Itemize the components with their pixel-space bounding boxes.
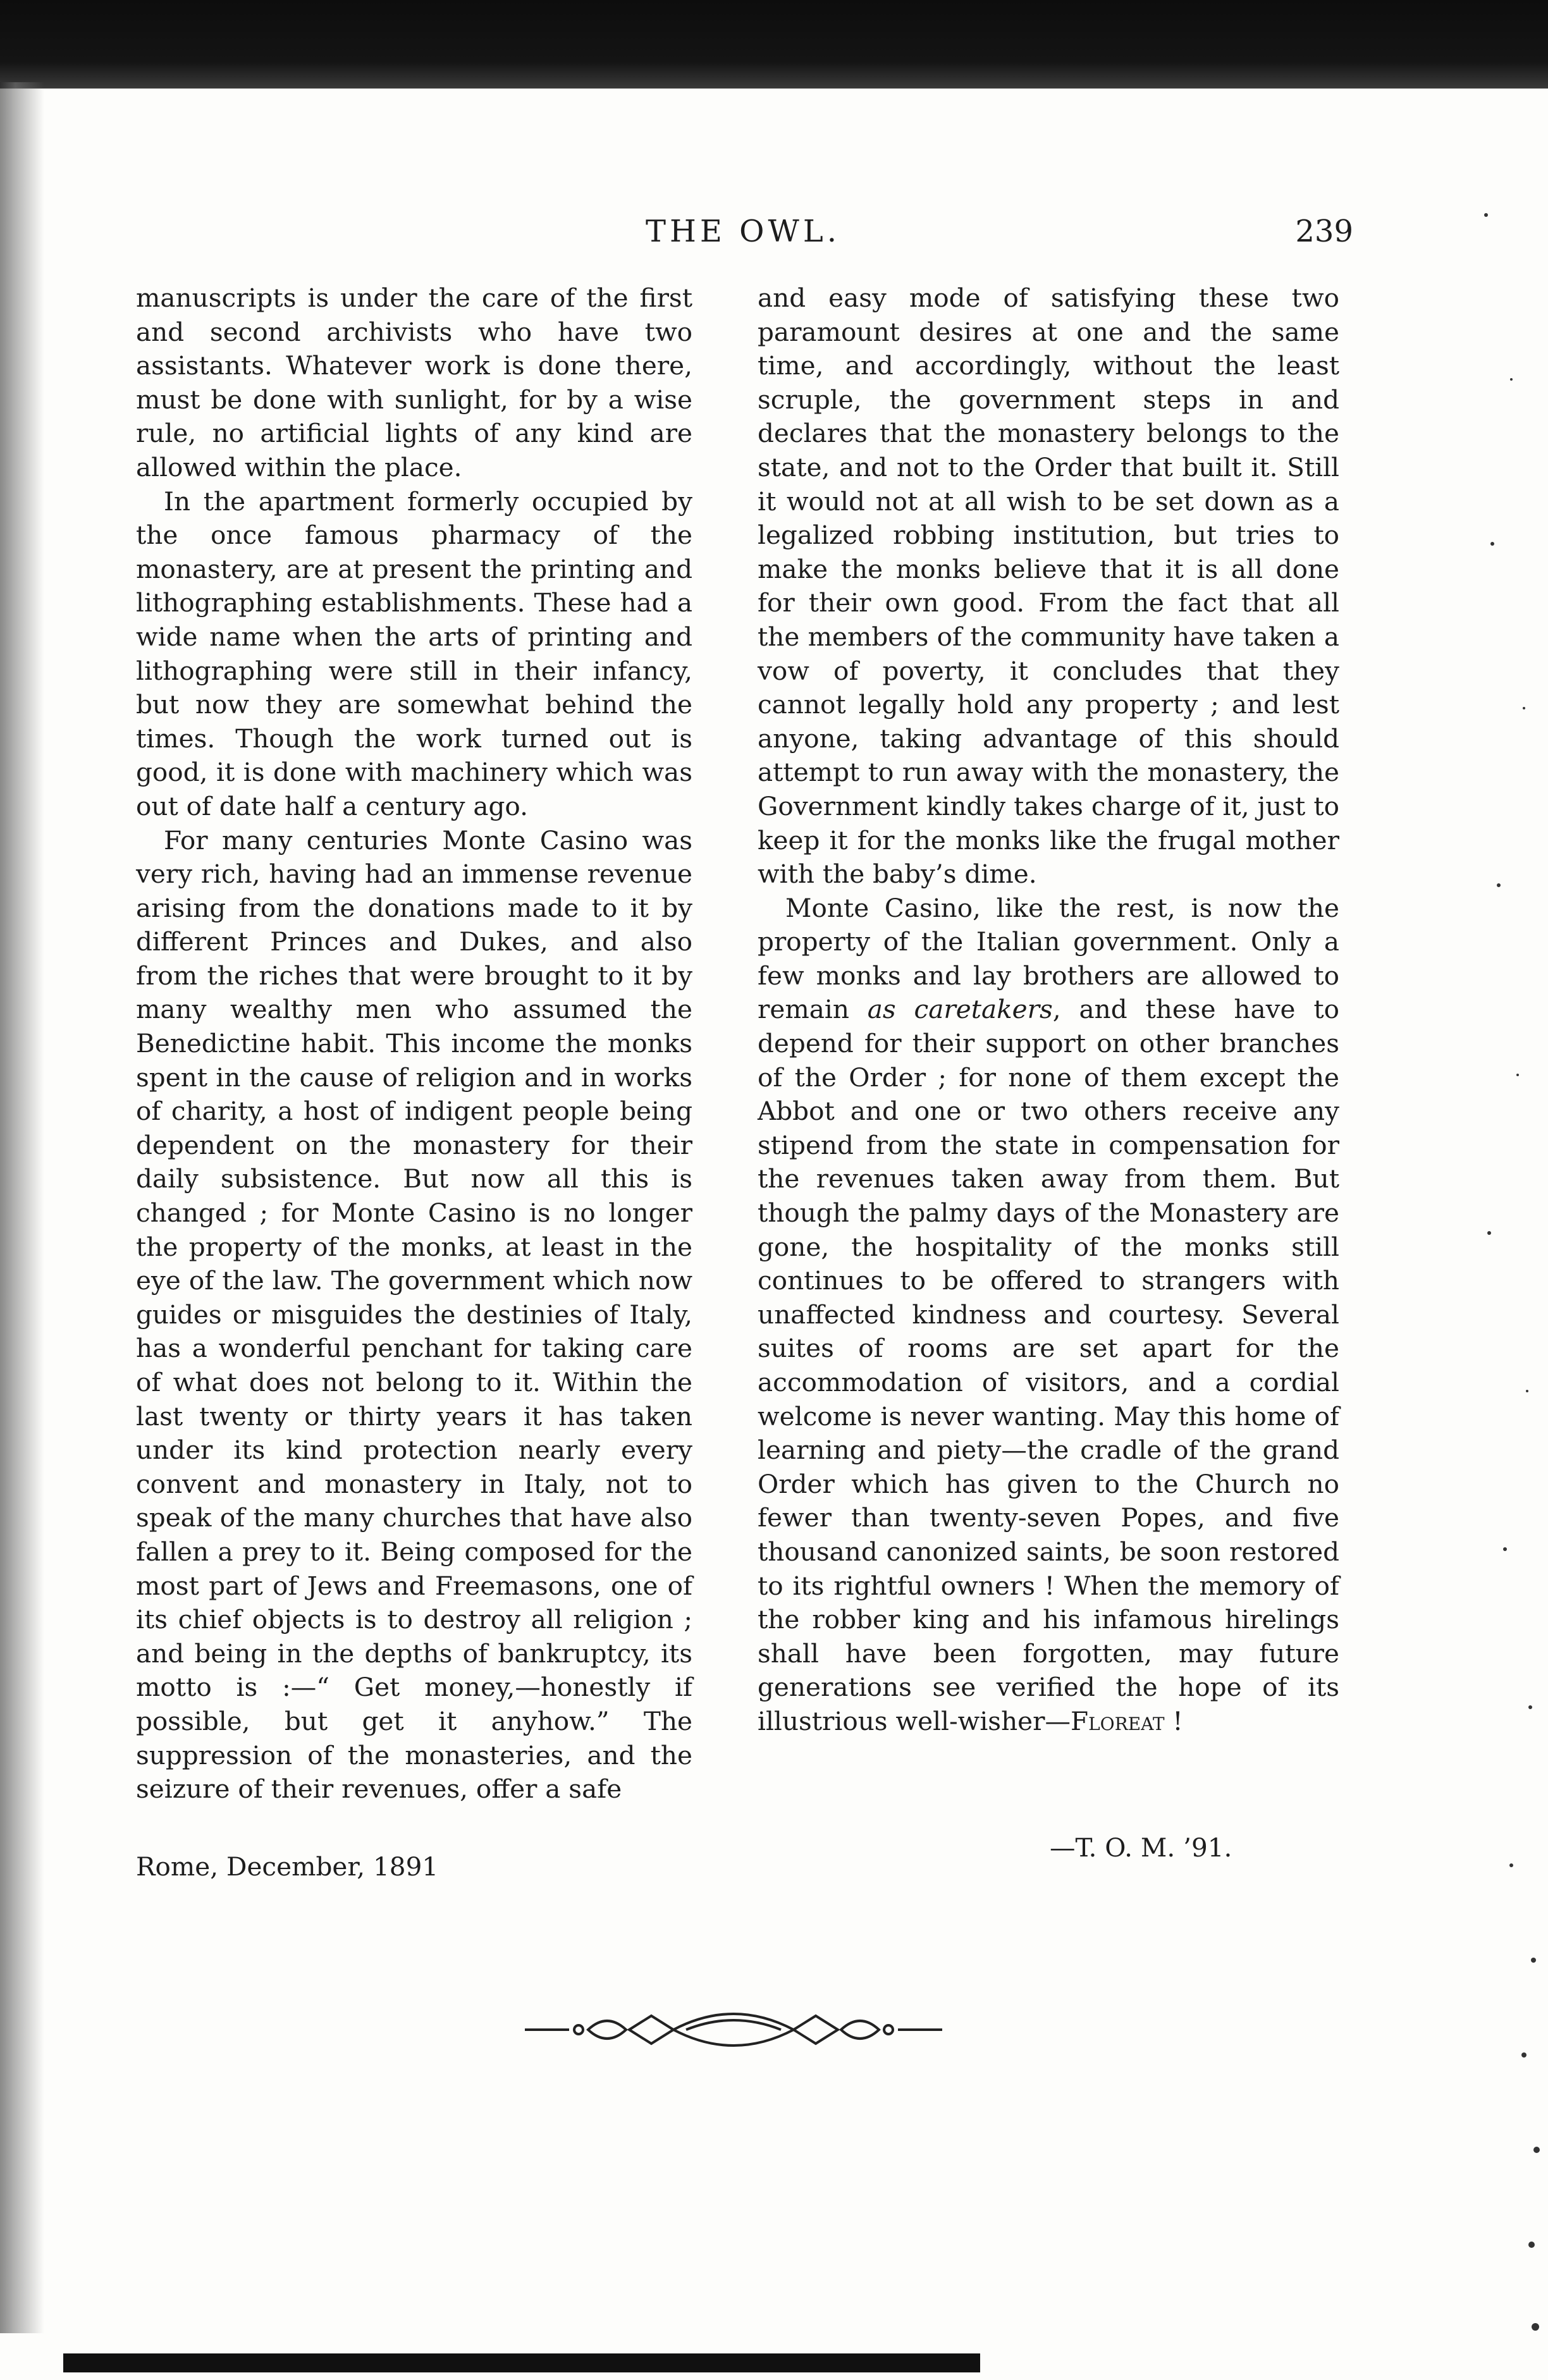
paragraph: and easy mode of satisfying these two paramount desires at one and the same time, and accordingly, without the least scruple, the government steps in and declares that the monastery belongs to the state, and not to the Order that built it. Still it would not at all wish to be set down as a legalized robbing institution, but tries to make the monks believe that it is all done for their own good. From the fact that all the members of the community have taken a vow of poverty, it concludes that they cannot legally hold any property ; and lest anyone, taking advantage of this should attempt to run away with the monastery, the Government kindly takes charge of it, just to keep it for the monks like the frugal mother with the baby’s dime. xyxy=(758,283,1339,890)
scan-bottom-border xyxy=(63,2353,980,2372)
paragraph: For many centuries Monte Casino was very rich, having had an immense revenue arising from the donations made to it by different Princes and Dukes, and also from the riches that were brought to it by many wealthy men who assumed the Benedictine habit. This income the monks spent in the cause of religion and in works of charity, a host of indigent people being dependent on the monastery for their daily subsistence. But now all this is changed ; for Monte Casino is no longer the property of the monks, at least in the eye of the law. The government which now guides or misguides the destinies of Italy, has a wonderful penchant for taking care of what does not belong to it. Within the last twenty or thirty years it has taken under its kind protection nearly every convent and monastery in Italy, not to speak of the many churches that have also fallen a prey to it. Being composed for the most part of Jews and Freemasons, one of its chief objects is to destroy all religion ; and being in the depths of bankruptcy, its motto is :—“ Get money,—honestly if possible, but get it anyhow.” The suppression of the monasteries, and the seizure of their revenues, offer a safe xyxy=(136,825,692,1805)
page-header xyxy=(133,214,1353,258)
scan-edge-noise xyxy=(1473,190,1543,2365)
text-run: , and these have to depend for their support on other branches of the Order ; for none of them except the Abbot and one or two others receive any stipend from the state in compensation for the revenues taken away from them. But though the palmy days of the Monastery are gone, the hospitality of the monks still continues to be offered to strangers with unaffected kindness and courtesy. Several suites of rooms are set apart for the accommodation of visitors, and a cordial welcome is never wanting. May this home of learning and piety—the cradle of the grand Order which has given to the Church no fewer than twenty-seven Popes, and five thousand canonized saints, be soon restored to its rightful owners ! When the memory of the robber king and his infamous hirelings shall have been forgotten, may future generations see verified the hope of its illustrious well-wisher— xyxy=(758,994,1339,1736)
scan-top-border xyxy=(0,0,1548,89)
text-run: Monte Casino, like the rest, is now the property of the Italian government. Only a few monks and lay brothers are allowed to remain xyxy=(758,892,1339,1025)
author-signature: —T. O. M. ’91. xyxy=(1050,1832,1232,1863)
running-title: THE OWL. xyxy=(646,214,840,249)
scan-left-shadow xyxy=(0,82,44,2333)
scroll-ornament-icon xyxy=(519,2004,949,2055)
page-number: 239 xyxy=(1295,214,1353,249)
italic-text: as caretakers xyxy=(867,994,1053,1025)
small-caps-text: Floreat ! xyxy=(1070,1705,1183,1736)
paragraph: manuscripts is under the care of the first and second archivists who have two assistants. Whatever work is done there, must be done with sunlight, for by a wise rule, no artificial lights of any kind are allowed within the place. xyxy=(136,283,692,482)
paragraph xyxy=(758,892,1339,1739)
right-column xyxy=(758,281,1339,1739)
paragraph: In the apartment formerly occupied by the once famous pharmacy of the monastery, are at present the printing and lithographing establishments. These had a wide name when the arts of printing and lithographing were still in their infancy, but now they are somewhat behind the times. Though the work turned out is good, it is done with machinery which was out of date half a century ago. xyxy=(136,486,692,821)
dateline: Rome, December, 1891 xyxy=(136,1851,439,1882)
left-column xyxy=(136,281,692,1806)
